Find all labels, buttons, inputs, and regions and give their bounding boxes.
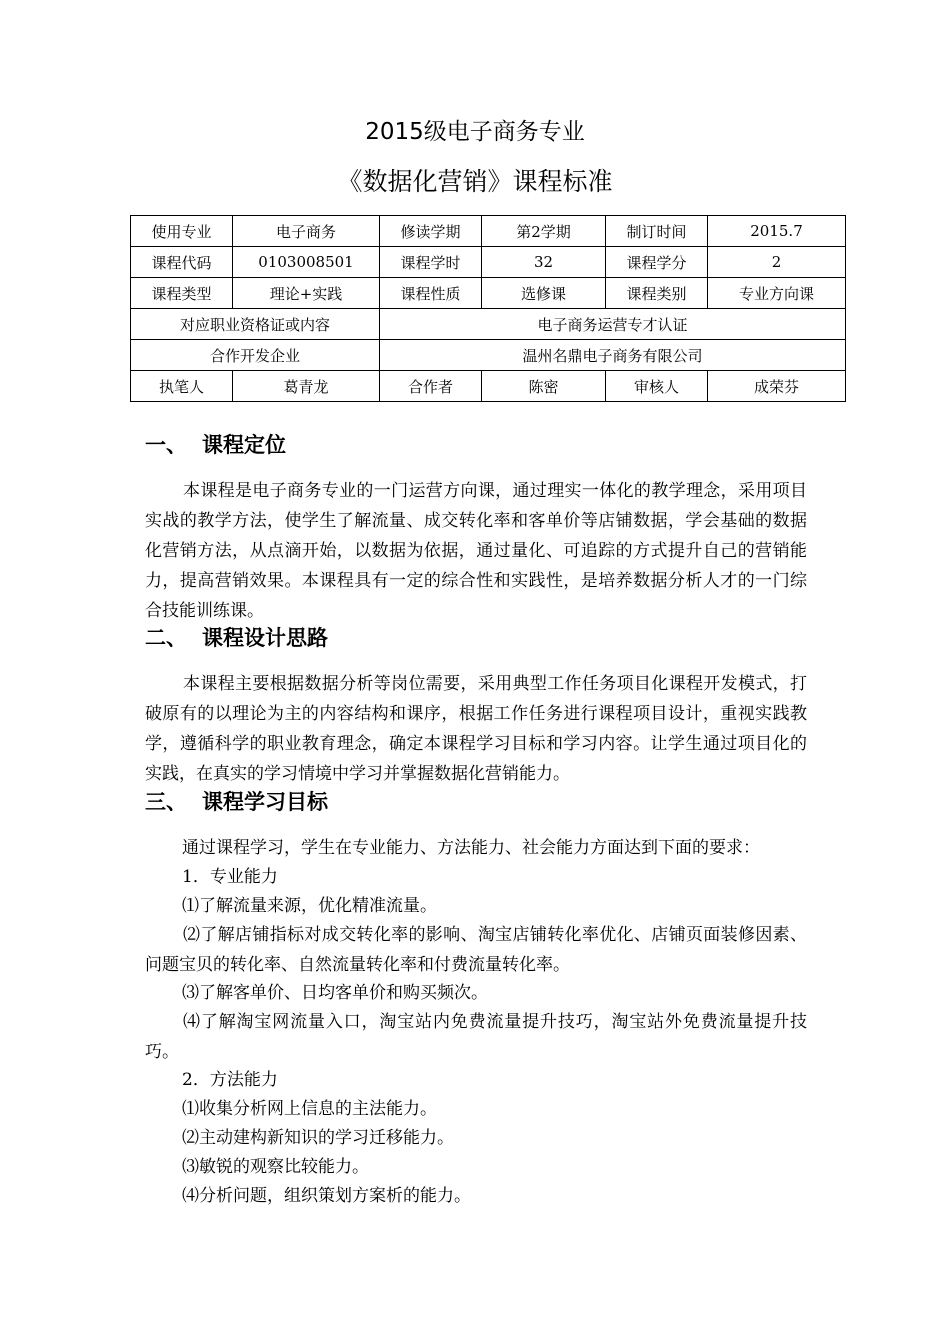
section-title: 课程学习目标 [202,790,328,814]
list-item: ⑶敏锐的观察比较能力。 [182,1157,369,1177]
table-row [131,371,846,402]
table-cell: 使用专业 [131,216,233,247]
section-paragraph: 本课程是电子商务专业的一门运营方向课，通过理实一体化的教学理念，采用项目实战的教学方法，使学生了解流量、成交转化率和客单价等店铺数据，学会基础的数据化营销方法，从点滴开始，以数据为依据，通过量化、可追踪的方式提升自己的营销能力，提高营销效果。本课程具有一定的综合性和实践性，是培养数据分析人才的一门综合技能训练课。 [145,481,807,621]
list-item: ⑴收集分析网上信息的主法能力。 [182,1099,437,1119]
table-cell: 合作者 [380,371,482,402]
subheading-professional: 1．专业能力 [182,867,278,887]
table-cell: 第2学期 [482,216,606,247]
table-cell: 课程类型 [131,278,233,309]
table-row [131,216,846,247]
table-cell: 电子商务运营专才认证 [380,309,846,340]
table-cell: 修读学期 [380,216,482,247]
table-cell: 课程学时 [380,247,482,278]
section-number: 二、 [145,626,187,650]
list-item: ⑵主动建构新知识的学习迁移能力。 [182,1128,454,1148]
table-cell: 0103008501 [233,247,380,278]
table-cell: 制订时间 [606,216,708,247]
list-item: ⑷了解淘宝网流量入口，淘宝站内免费流量提升技巧，淘宝站外免费流量提升技巧。 [145,1012,807,1062]
section-heading [145,624,328,652]
table-cell: 陈密 [482,371,606,402]
title-line-1: 2015级电子商务专业 [365,119,585,145]
course-info-table [130,215,846,402]
table-cell: 理论+实践 [233,278,380,309]
section-number: 一、 [145,433,187,457]
subheading-method: 2．方法能力 [182,1070,278,1090]
table-row [131,278,846,309]
table-cell: 审核人 [606,371,708,402]
section-heading [145,431,286,459]
table-cell: 执笔人 [131,371,233,402]
table-cell: 葛青龙 [233,371,380,402]
list-item: ⑴了解流量来源，优化精准流量。 [182,896,437,916]
table-cell: 电子商务 [233,216,380,247]
table-cell: 选修课 [482,278,606,309]
table-cell: 2015.7 [708,216,846,247]
section-number: 三、 [145,790,187,814]
section-title: 课程定位 [202,433,286,457]
section-title: 课程设计思路 [202,626,328,650]
table-cell: 对应职业资格证或内容 [131,309,380,340]
list-item: ⑷分析问题，组织策划方案析的能力。 [182,1186,471,1206]
section-intro: 通过课程学习，学生在专业能力、方法能力、社会能力方面达到下面的要求： [182,838,760,858]
table-cell: 课程学分 [606,247,708,278]
table-cell: 课程类别 [606,278,708,309]
table-cell: 专业方向课 [708,278,846,309]
table-row [131,247,846,278]
table-cell: 成荣芬 [708,371,846,402]
table-cell: 温州名鼎电子商务有限公司 [380,340,846,371]
table-cell: 课程代码 [131,247,233,278]
table-cell: 32 [482,247,606,278]
table-cell: 课程性质 [380,278,482,309]
section-paragraph: 本课程主要根据数据分析等岗位需要，采用典型工作任务项目化课程开发模式，打破原有的以理论为主的内容结构和课序，根据工作任务进行课程项目设计，重视实践教学，遵循科学的职业教育理念，确定本课程学习目标和学习内容。让学生通过项目化的实践，在真实的学习情境中学习并掌握数据化营销能力。 [145,674,807,784]
table-cell: 合作开发企业 [131,340,380,371]
section-heading [145,788,328,816]
table-cell: 2 [708,247,846,278]
title-line-2: 《数据化营销》课程标准 [337,167,613,196]
table-row [131,340,846,371]
list-item: ⑵了解店铺指标对成交转化率的影响、淘宝店铺转化率优化、店铺页面装修因素、问题宝贝的转化率、自然流量转化率和付费流量转化率。 [145,925,807,975]
list-item: ⑶了解客单价、日均客单价和购买频次。 [182,983,488,1003]
table-row [131,309,846,340]
